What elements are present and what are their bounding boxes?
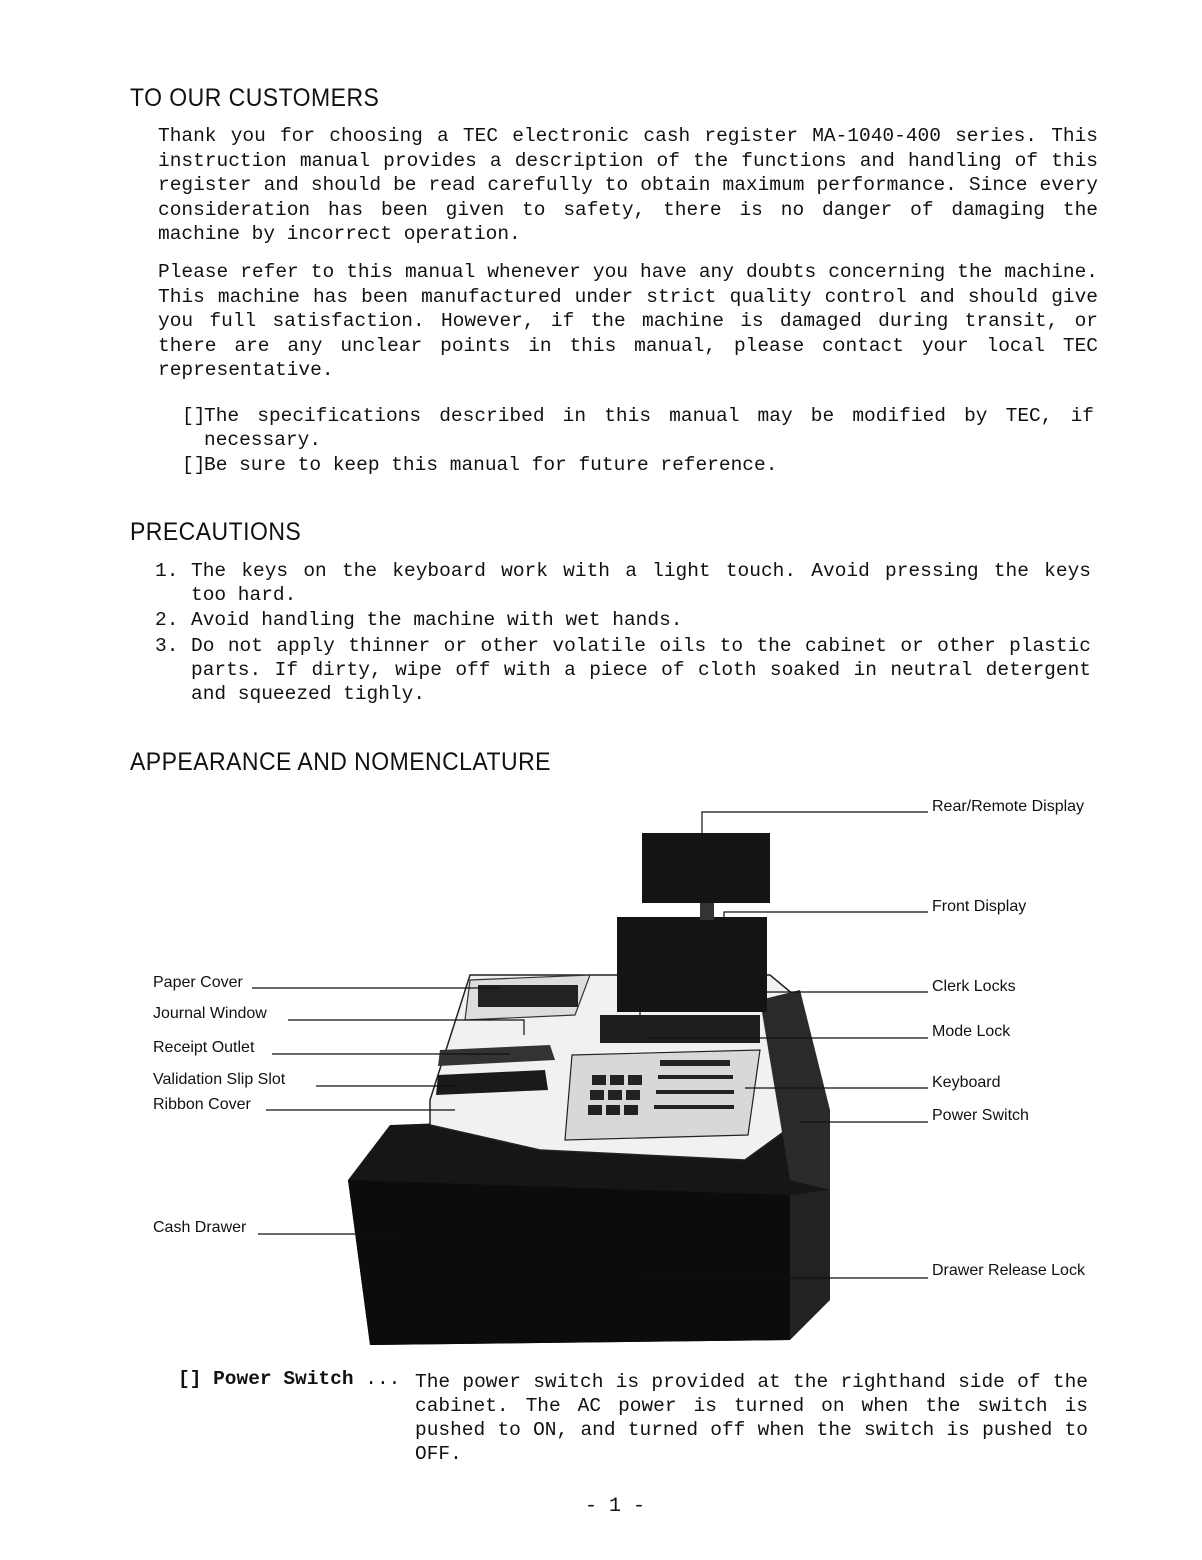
label-journal-window: Journal Window <box>153 1005 267 1022</box>
label-mode-lock: Mode Lock <box>932 1023 1011 1040</box>
heading-to-our-customers: TO OUR CUSTOMERS <box>130 84 380 112</box>
label-paper-cover: Paper Cover <box>153 974 243 991</box>
label-drawer-release-lock: Drawer Release Lock <box>932 1262 1085 1279</box>
item-text: Avoid handling the machine with wet hands. <box>191 609 683 631</box>
item-number: 2. <box>155 609 179 631</box>
item-text: Do not apply thinner or other volatile oils to the cabinet or other plastic parts. If dirty, wipe off with a piece of cloth soaked in neutral detergent and squeezed tighly. <box>191 635 1091 705</box>
label-validation-slip-slot: Validation Slip Slot <box>153 1071 286 1088</box>
heading-precautions: PRECAUTIONS <box>130 518 302 546</box>
label-receipt-outlet: Receipt Outlet <box>153 1039 255 1056</box>
item-number: 1. <box>155 560 179 582</box>
page-number: - 1 - <box>585 1495 646 1518</box>
label-ribbon-cover: Ribbon Cover <box>153 1096 251 1113</box>
drawer-side <box>790 1190 830 1340</box>
lock-panel <box>600 1015 760 1043</box>
note-text: Be sure to keep this manual for future reference. <box>204 454 778 476</box>
note-bullet: [] <box>178 1368 202 1390</box>
note-bullet: [] <box>182 454 206 476</box>
customers-paragraph-1: Thank you for choosing a TEC electronic cash register MA-1040-400 series. This instruction manual provides a description of the functions and handling of this register and should be read carefully to obtain maximum performance. Since every consideration has been given to safety, there is no danger of damaging the machine by incorrect operation. <box>158 125 1098 245</box>
power-switch-term-text: Power Switch <box>213 1368 354 1390</box>
power-switch-description: The power switch is provided at the righthand side of the cabinet. The AC power is turned on when the switch is pushed to ON, and turned off when the switch is pushed to OFF. <box>415 1371 1088 1465</box>
power-switch-ellipsis: ... <box>365 1368 401 1390</box>
power-switch-term <box>178 1368 400 1390</box>
heading-appearance: APPEARANCE AND NOMENCLATURE <box>130 748 551 776</box>
label-keyboard: Keyboard <box>932 1074 1001 1091</box>
label-clerk-locks: Clerk Locks <box>932 978 1016 995</box>
label-rear-display: Rear/Remote Display <box>932 798 1085 815</box>
note-text: The specifications described in this manual may be modified by TEC, if necessary. <box>204 405 1094 451</box>
item-number: 3. <box>155 635 179 657</box>
label-cash-drawer: Cash Drawer <box>153 1219 247 1236</box>
label-front-display: Front Display <box>932 898 1027 915</box>
cash-drawer-front <box>348 1180 790 1345</box>
note-bullet: [] <box>182 405 206 427</box>
item-text: The keys on the keyboard work with a light touch. Avoid pressing the keys too hard. <box>191 560 1091 606</box>
label-power-switch: Power Switch <box>932 1107 1029 1124</box>
customers-paragraph-2: Please refer to this manual whenever you have any doubts concerning the machine. This machine has been manufactured under strict quality control and should give you full satisfaction. However, if the machine is damaged during transit, or there are any unclear points in this manual, please contact your local TEC representative. <box>158 261 1098 381</box>
rear-display-shape <box>642 833 770 903</box>
